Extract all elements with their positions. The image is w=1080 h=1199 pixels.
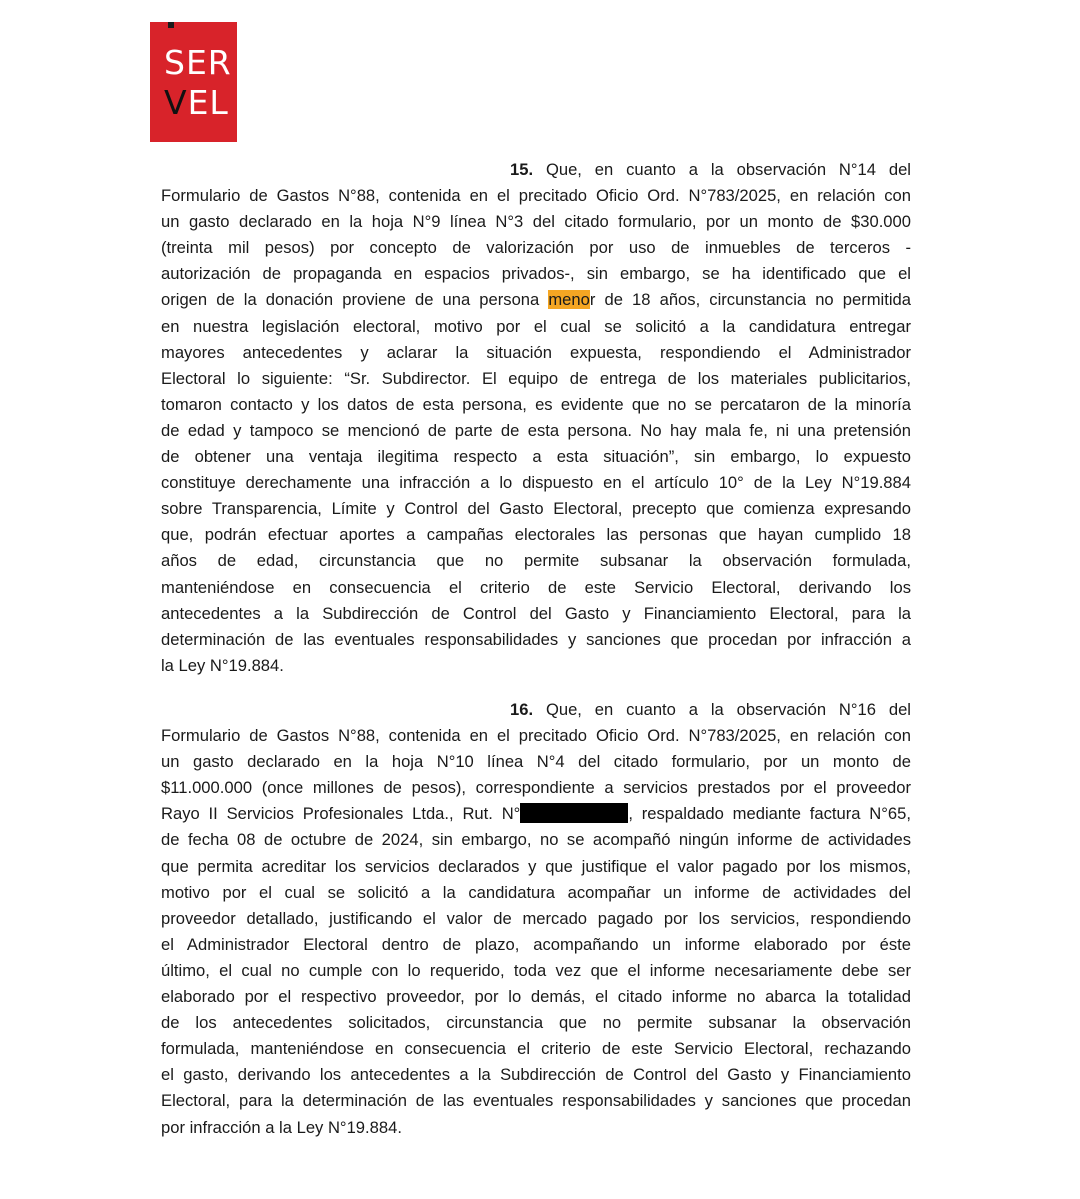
paragraph-15-line: mayores antecedentes y aclarar la situación expuesta, respondiendo el Administrador (161, 342, 911, 362)
paragraph-15-line: sobre Transparencia, Límite y Control del Gasto Electoral, precepto que comienza expresando (161, 499, 911, 519)
paragraph-16-number: 16. (510, 700, 534, 719)
paragraph-15-line: (treinta mil pesos) por concepto de valorización por uso de inmuebles de terceros - (161, 238, 911, 258)
paragraph-15-line: un gasto declarado en la hoja N°9 línea N°3 del citado formulario, por un monto de $30.000 (161, 212, 911, 232)
paragraph-16-line: el gasto, derivando los antecedentes a la Subdirección de Control del Gasto y Financiamiento (161, 1065, 911, 1085)
logo-accent-mark (168, 22, 174, 28)
paragraph-15-line: constituye derechamente una infracción a lo dispuesto en el artículo 10° de la Ley N°19.884 (161, 473, 911, 493)
paragraph-16-line: Formulario de Gastos N°88, contenida en el precitado Oficio Ord. N°783/2025, en relación con (161, 726, 911, 746)
paragraph-15 (161, 157, 911, 679)
logo-line-2 (164, 83, 229, 122)
paragraph-16-line: proveedor detallado, justificando el valor de mercado pagado por los servicios, respondiendo (161, 908, 911, 928)
highlighted-text: meno (548, 290, 590, 310)
paragraph-15-line: de edad y tampoco se mencionó de parte de esta persona. No hay mala fe, ni una pretensión (161, 420, 911, 440)
paragraph-15-line: en nuestra legislación electoral, motivo por el cual se solicitó a la candidatura entregar (161, 316, 911, 336)
paragraph-15-line: manteniéndose en consecuencia el criterio de este Servicio Electoral, derivando los (161, 577, 911, 597)
paragraph-16-line: Rayo II Servicios Profesionales Ltda., Rut. N° , respaldado mediante factura N°65, (161, 804, 911, 824)
paragraph-15-line: la Ley N°19.884. (161, 655, 284, 675)
paragraph-16 (161, 697, 911, 1141)
paragraph-15-line: Formulario de Gastos N°88, contenida en el precitado Oficio Ord. N°783/2025, en relación con (161, 186, 911, 206)
servel-logo (150, 22, 237, 142)
paragraph-16-line: formulada, manteniéndose en consecuencia el criterio de este Servicio Electoral, rechazando (161, 1039, 911, 1059)
paragraph-15-line: tomaron contacto y los datos de esta persona, es evidente que no se percataron de la minoría (161, 394, 911, 414)
paragraph-16-line: elaborado por el respectivo proveedor, por lo demás, el citado informe no abarca la totalidad (161, 987, 911, 1007)
paragraph-15-line: origen de la donación proviene de una persona menor de 18 años, circunstancia no permitida (161, 290, 912, 310)
logo-line-2-rest: EL (187, 83, 229, 122)
paragraph-16-line: por infracción a la Ley N°19.884. (161, 1117, 402, 1137)
paragraph-16-line: de los antecedentes solicitados, circunstancia que no permite subsanar la observación (161, 1013, 911, 1033)
paragraph-15-line: de obtener una ventaja ilegitima respecto a esta situación”, sin embargo, lo expuesto (161, 447, 911, 467)
redacted-rut-block (520, 803, 628, 823)
paragraph-16-line: un gasto declarado en la hoja N°10 línea N°4 del citado formulario, por un monto de (161, 752, 911, 772)
paragraph-15-line: autorización de propaganda en espacios privados-, sin embargo, se ha identificado que el (161, 264, 911, 284)
paragraph-16-line: Electoral, para la determinación de las eventuales responsabilidades y sanciones que procedan (161, 1091, 911, 1111)
paragraph-16-line: de fecha 08 de octubre de 2024, sin embargo, no se acompañó ningún informe de actividades (161, 830, 911, 850)
paragraph-15-line: antecedentes a la Subdirección de Control del Gasto y Financiamiento Electoral, para la (161, 603, 911, 623)
paragraph-15-number: 15. (510, 160, 534, 179)
paragraph-15-line: años de edad, circunstancia que no permite subsanar la observación formulada, (161, 551, 911, 571)
paragraph-16-line: $11.000.000 (once millones de pesos), correspondiente a servicios prestados por el proveedor (161, 778, 911, 798)
paragraph-15-line: Electoral lo siguiente: “Sr. Subdirector. El equipo de entrega de los materiales publicitarios, (161, 368, 911, 388)
paragraph-16-line: que permita acreditar los servicios declarados y que justifique el valor pagado por los mismos, (161, 856, 911, 876)
logo-line-2-first: V (164, 83, 188, 122)
logo-line-1: SER (164, 43, 232, 82)
paragraph-15-line: 15. Que, en cuanto a la observación N°14 del (510, 160, 911, 179)
paragraph-16-line: 16. Que, en cuanto a la observación N°16 del (510, 700, 911, 719)
paragraph-15-line: determinación de las eventuales responsabilidades y sanciones que procedan por infracción a (161, 629, 911, 649)
paragraph-16-line: motivo por el cual se solicitó a la candidatura acompañar un informe de actividades del (161, 882, 911, 902)
paragraph-16-line: el Administrador Electoral dentro de plazo, acompañando un informe elaborado por éste (161, 934, 911, 954)
paragraph-16-line: último, el cual no cumple con lo requerido, toda vez que el informe necesariamente debe ser (161, 960, 911, 980)
paragraph-15-line: que, podrán efectuar aportes a campañas electorales las personas que hayan cumplido 18 (161, 525, 911, 545)
